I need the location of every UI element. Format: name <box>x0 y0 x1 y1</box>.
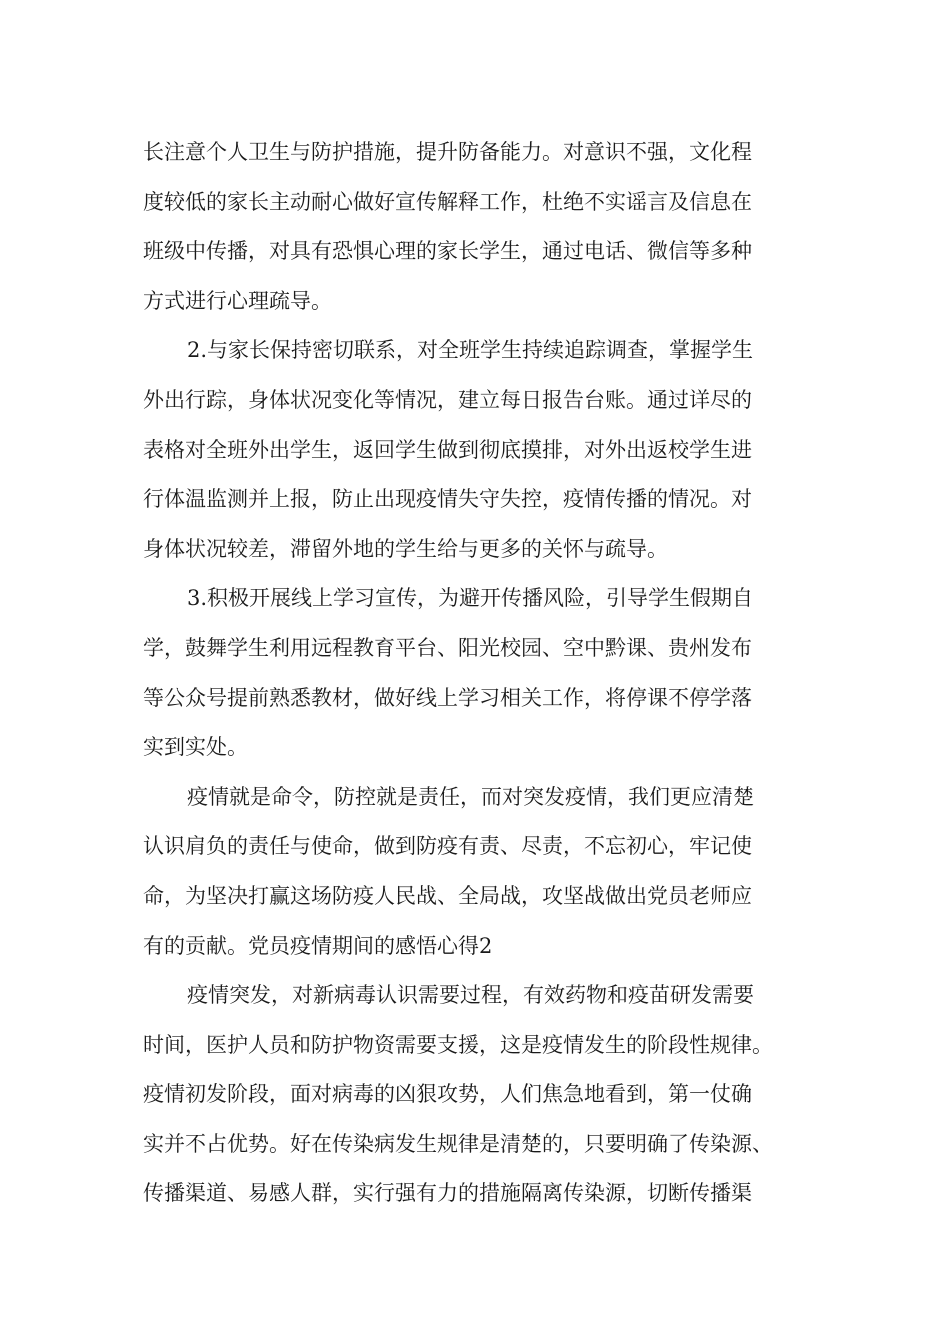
text-line: 长注意个人卫生与防护措施，提升防备能力。对意识不强，文化程 <box>143 140 752 164</box>
text-line: 时间，医护人员和防护物资需要支援，这是疫情发生的阶段性规律。 <box>143 1032 773 1057</box>
text-line: 疫情就是命令，防控就是责任，而对突发疫情，我们更应清楚 <box>187 784 754 809</box>
text-line: 外出行踪，身体状况变化等情况，建立每日报告台账。通过详尽的 <box>143 387 752 412</box>
text-line: 有的贡献。党员疫情期间的感悟心得2 <box>143 933 493 958</box>
document-body <box>143 128 815 1219</box>
text-line: 表格对全班外出学生，返回学生做到彻底摸排，对外出返校学生进 <box>143 437 752 462</box>
text-line: 3.积极开展线上学习宣传，为避开传播风险，引导学生假期自 <box>187 586 754 611</box>
text-line: 行体温监测并上报，防止出现疫情失守失控，疫情传播的情况。对 <box>143 487 752 512</box>
text-line: 身体状况较差，滞留外地的学生给与更多的关怀与疏导。 <box>143 536 668 561</box>
text-line: 疫情初发阶段，面对病毒的凶狠攻势，人们焦急地看到，第一仗确 <box>143 1082 752 1107</box>
text-line: 认识肩负的责任与使命，做到防疫有责、尽责，不忘初心，牢记使 <box>143 834 752 859</box>
text-line: 实并不占优势。好在传染病发生规律是清楚的，只要明确了传染源、 <box>143 1131 773 1156</box>
text-line: 度较低的家长主动耐心做好宣传解释工作，杜绝不实谣言及信息在 <box>143 189 752 214</box>
text-line: 方式进行心理疏导。 <box>143 288 332 313</box>
text-line: 疫情突发，对新病毒认识需要过程，有效药物和疫苗研发需要 <box>187 983 754 1008</box>
text-line: 命，为坚决打赢这场防疫人民战、全局战，攻坚战做出党员老师应 <box>143 883 752 908</box>
text-line: 传播渠道、易感人群，实行强有力的措施隔离传染源，切断传播渠 <box>143 1181 752 1206</box>
text-line: 学，鼓舞学生利用远程教育平台、阳光校园、空中黔课、贵州发布 <box>143 635 752 660</box>
text-line: 等公众号提前熟悉教材，做好线上学习相关工作，将停课不停学落 <box>143 685 752 710</box>
text-line: 实到实处。 <box>143 735 248 760</box>
text-line: 班级中传播，对具有恐惧心理的家长学生，通过电话、微信等多种 <box>143 239 752 264</box>
text-line: 2.与家长保持密切联系，对全班学生持续追踪调查，掌握学生 <box>187 338 754 363</box>
